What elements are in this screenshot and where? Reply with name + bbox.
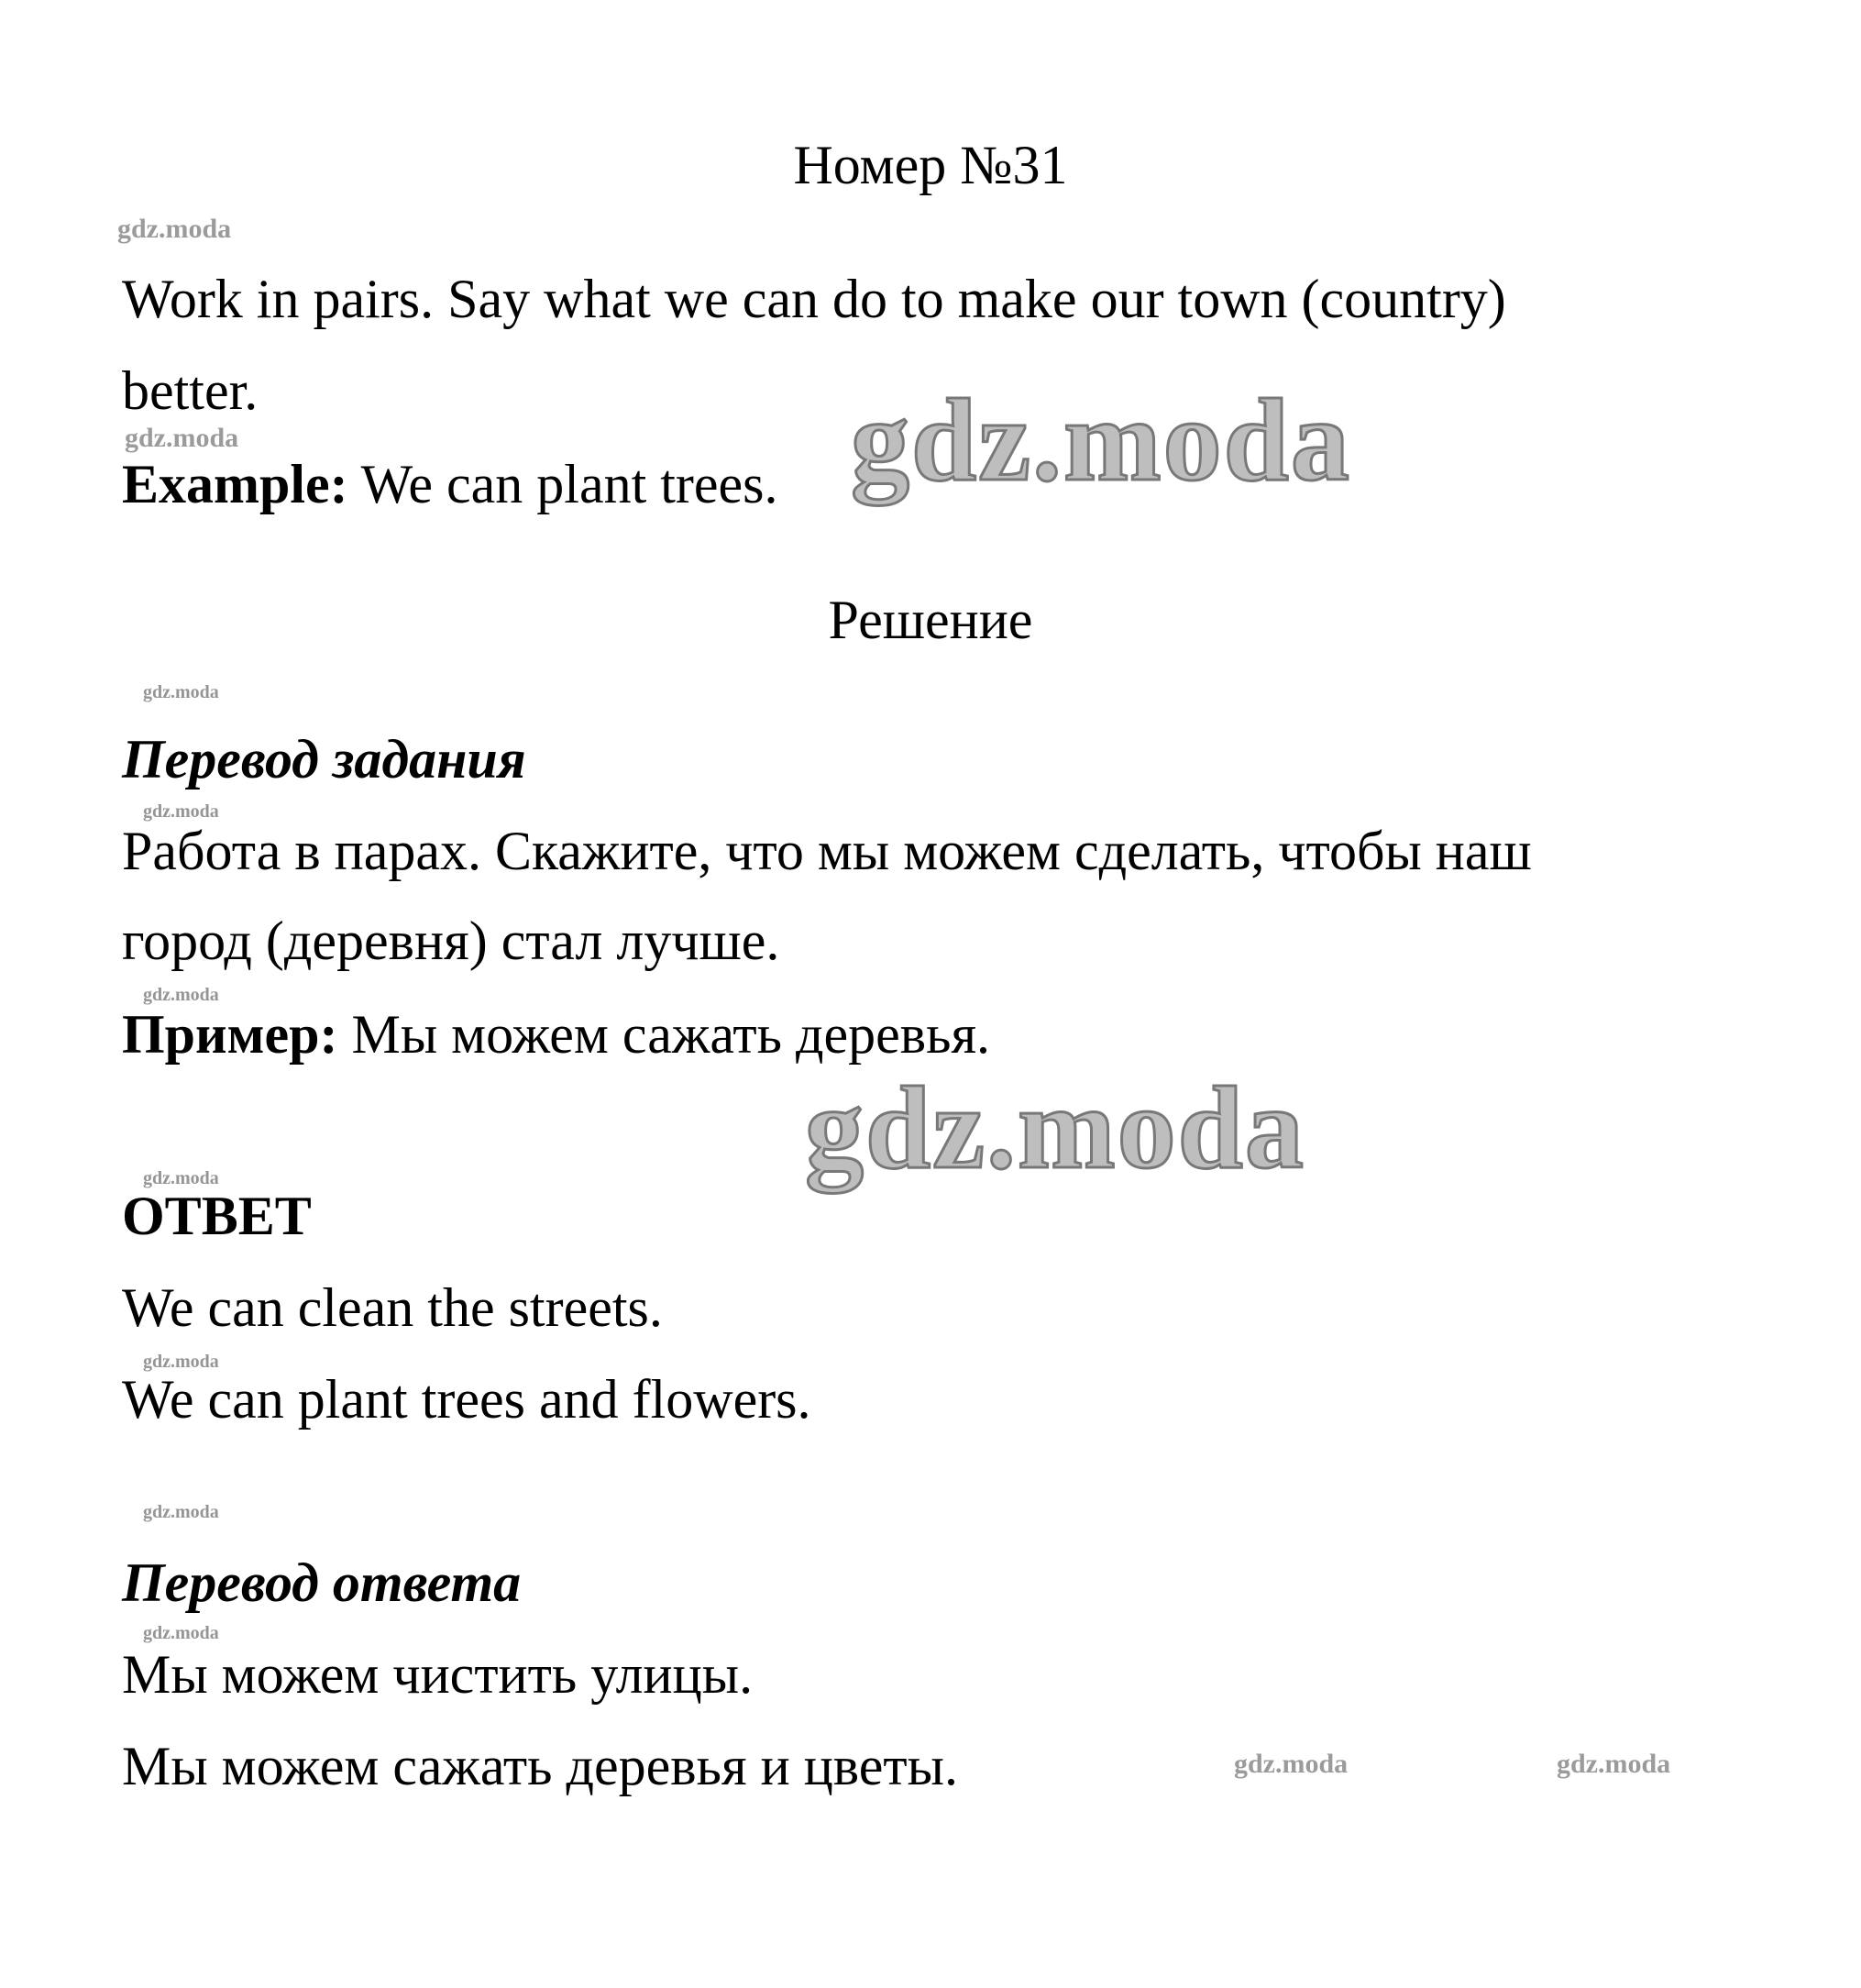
task-translation-example-text: Мы можем сажать деревья. [337, 1004, 991, 1065]
watermark-small: gdz.moda [143, 801, 219, 822]
answer-heading: ОТВЕТ [122, 1186, 312, 1246]
watermark-small: gdz.moda [143, 682, 219, 702]
watermark-small: gdz.moda [143, 1623, 219, 1643]
task-translation-example [122, 1001, 990, 1067]
watermark-large: gdz.moda [805, 1063, 1305, 1193]
answer-line-2: We can plant trees and flowers. [122, 1369, 811, 1430]
task-translation-example-label: Пример: [122, 1004, 338, 1065]
answer-translation-line-1: Мы можем чистить улицы. [122, 1644, 754, 1705]
task-example-label: Example: [122, 454, 348, 514]
task-line-2: better. [122, 360, 259, 421]
task-example [122, 451, 778, 517]
task-translation-line-2: город (деревня) стал лучше. [122, 911, 780, 971]
task-example-text: We can plant trees. [347, 454, 778, 514]
answer-translation-heading: Перевод ответа [122, 1552, 522, 1613]
watermark-small: gdz.moda [143, 985, 219, 1005]
watermark-small: gdz.moda [143, 1168, 219, 1188]
watermark-small: gdz.moda [143, 1502, 219, 1522]
solution-heading: Решение [828, 590, 1033, 650]
watermark-small: gdz.moda [125, 423, 239, 453]
watermark-small: gdz.moda [143, 1352, 219, 1372]
watermark-small: gdz.moda [1557, 1749, 1671, 1779]
answer-line-1: We can clean the streets. [122, 1277, 663, 1338]
page-title: Номер №31 [793, 135, 1068, 195]
task-translation-heading: Перевод задания [122, 729, 526, 790]
watermark-small: gdz.moda [1234, 1749, 1349, 1779]
answer-translation-line-2: Мы можем сажать деревья и цветы. [122, 1736, 958, 1796]
task-line-1: Work in pairs. Say what we can do to make our town (country) [122, 269, 1506, 329]
watermark-small: gdz.moda [117, 214, 232, 244]
watermark-large: gdz.moda [851, 375, 1351, 505]
task-translation-line-1: Работа в парах. Скажите, что мы можем сделать, чтобы наш [122, 821, 1532, 881]
